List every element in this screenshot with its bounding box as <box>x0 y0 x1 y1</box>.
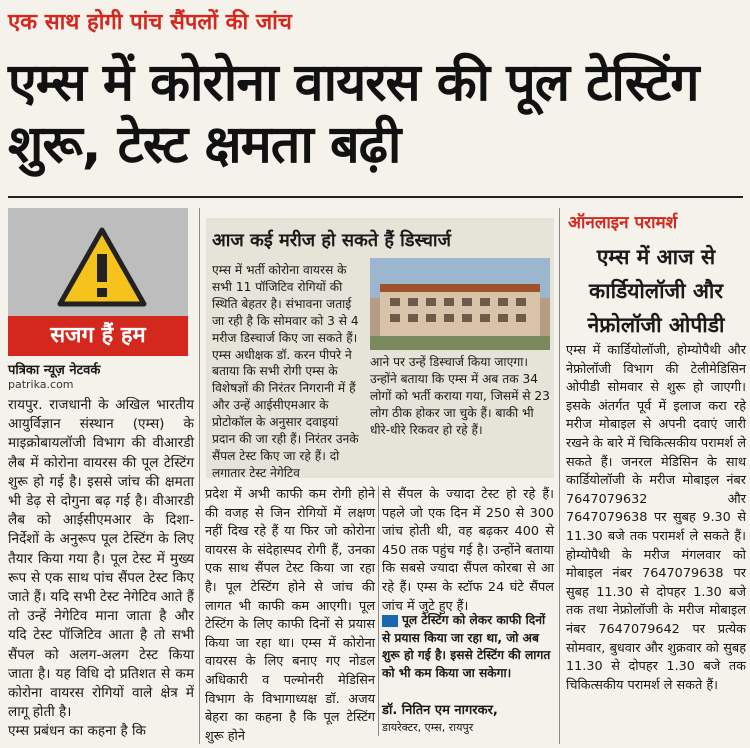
headline: एम्स में कोरोना वायरस की पूल टेस्टिंग शुरू, टेस्ट क्षमता बढ़ी <box>8 53 699 175</box>
right-heading: एम्स में आज से कार्डियोलॉजी और नेफ्रोलॉजी ओपीडी <box>587 245 725 337</box>
source-domain: patrika.com <box>8 378 74 391</box>
divider <box>8 196 743 198</box>
column-2: प्रदेश में अभी काफी कम रोगी होने की वजह से जिन रोगियों में लक्षण नहीं दिख रहे हैं या फिर जो कोरोना वायरस के संदेहास्पद रोगी हैं, उनका एक साथ सैंपल टेस्ट किया जा रहा है। पूल टेस्टिंग होने से जांच की लागत भी काफी कम आएगी। पूल टेस्टिंग के लिए काफी दिनों से प्रयास किया जा रहा था। एम्स में कोरोना वायरस के लिए बनाए गए नोडल अधिकारी व पल्मोनरी मेडिसिन विभाग के विभागाध्यक्ष डॉ. अजय बेहरा का कहना है कि पूल टेस्टिंग शुरू होने <box>205 487 375 744</box>
quote-marker-icon <box>382 615 398 627</box>
badge: सजग हैं हम <box>8 316 188 356</box>
column-divider <box>378 486 379 736</box>
hospital-photo <box>370 258 550 350</box>
signature-title: डायरेक्टर, एम्स, रायपुर <box>382 721 474 734</box>
byline: पत्रिका न्यूज़ नेटवर्क <box>8 363 101 378</box>
quote-text: पूल टेस्टिंग को लेकर काफी दिनों से प्रयास किया जा रहा था, जो अब शुरू हो गई है। इससे टेस्टिंग की लागत को भी कम किया जा सकेगा। <box>382 613 551 680</box>
quote <box>382 612 554 682</box>
column-1: रायपुर. राजधानी के अखिल भारतीय आयुर्विज्ञान संस्थान (एम्स) के माइक्रोबायलॉजी विभाग की वीआरडी लैब में कोरोना वायरस की पूल टेस्टिंग शुरू हो गई है। इससे जांच की क्षमता भी डेढ़ से दोगुना बढ़ गई है। वीआरडी लैब को आईसीएमआर के दिशा-निर्देशों के अनुरूप पूल टेस्टिंग के लिए तैयार किया गया है। पूल टेस्ट में मुख्य रूप से एक साथ पांच सैंपल टेस्ट किए जाते हैं। यदि सभी टेस्ट नेगेटिव आते हैं तो उन्हें नेगेटिव माना जाता है और यदि टेस्ट पॉजिटिव आता है तो सभी सैंपल को अलग-अलग टेस्ट किया जाता है। यह विधि दो प्रतिशत से कम कोरोना वायरस रोगियों वाले क्षेत्र में लागू होती है। एम्स प्रबंधन का कहना है कि <box>8 397 194 740</box>
box-heading: आज कई मरीज हो सकते हैं डिस्चार्ज <box>212 230 451 251</box>
column-divider <box>199 208 200 744</box>
column-divider <box>559 208 560 744</box>
box-text-right: आने पर उन्हें डिस्चार्ज किया जाएगा। उन्होंने बताया कि एम्स में अब तक 34 लोगों को भर्ती कराया गया, जिसमें से 23 लोग ठीक होकर जा चुके हैं। बाकी भी धीरे-धीरे रिकवर हो रहे हैं। <box>370 355 550 437</box>
kicker: एक साथ होगी पांच सैंपलों की जांच <box>8 10 292 35</box>
online-kicker: ऑनलाइन परामर्श <box>568 213 678 233</box>
warning-icon <box>56 226 148 308</box>
box-text-left: एम्स में भर्ती कोरोना वायरस के सभी 11 पॉजिटिव रोगियों की स्थिति बेहतर है। संभावना जताई जा रही है कि सोमवार को 3 से 4 मरीज डिस्चार्ज किए जा सकते हैं। एम्स अधीक्षक डॉ. करन पीपरे ने बताया कि सभी रोगी एम्स के विशेषज्ञों की निरंतर निगरानी में हैं और उन्हें आईसीएमआर के प्रोटोकॉल के अनुसार दवाइयां प्रदान की जा रही हैं। निरंतर उनके सैंपल टेस्ट किए जा रहे हैं। दो लगातार टेस्ट नेगेटिव <box>212 263 359 480</box>
right-column: एम्स में कार्डियोलॉजी, होम्योपैथी और नेफ्रोलॉजी विभाग की टेलीमेडिसिन ओपीडी सोमवार से शुरू हो जाएगी। इसके अंतर्गत पूर्व में इलाज करा रहे मरीज मोबाइल से अपनी दवाएं जारी रखने के बारे में चिकित्सकीय परामर्श ले सकते हैं। जनरल मेडिसिन के साथ कार्डियोलॉजी के मरीज मोबाइल नंबर 7647079632 और 7647079638 पर सुबह 9.30 से 11.30 बजे तक परामर्श ले सकते हैं। होम्योपैथी के मरीज मंगलवार को मोबाइल नंबर 7647079638 पर सुबह 11.30 से दोपहर 1.30 बजे तक तथा नेफ्रोलॉजी के मरीज मोबाइल नंबर 7647079642 पर प्रत्येक सोमवार, बुधवार और शुक्रवार को सुबह 11.30 से दोपहर 1.30 बजे तक चिकित्सकीय परामर्श ले सकते हैं। <box>566 343 746 693</box>
signature-name: डॉ. नितिन एम नागरकर, <box>382 703 498 718</box>
column-3: से सैंपल के ज्यादा टेस्ट हो रहे हैं। पहले जो एक दिन में 250 से 300 जांच होती थी, वह बढ़कर 400 से 450 तक पहुंच गई है। उन्होंने बताया कि सबसे ज्यादा सैंपल कोरबा से आ रहे हैं। एम्स के स्टॉफ 24 घंटे सैंपल जांच में जुटे हुए हैं। <box>382 487 554 614</box>
